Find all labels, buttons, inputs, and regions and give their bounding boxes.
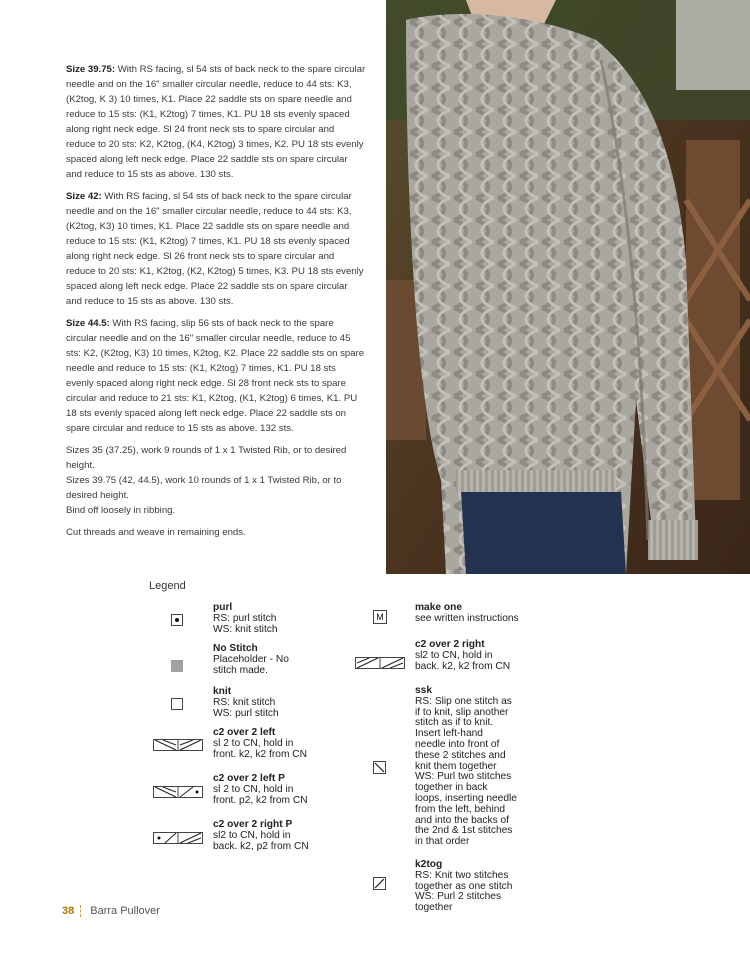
legend-purl <box>213 603 278 635</box>
instructions-column <box>66 62 366 547</box>
legend-item-desc: RS: Slip one stitch as if to knit, slip another stitch as if to knit. Insert left-hand needle into front of these 2 stitches and knit them together WS: Purl two stitches together in back loops, inserting needle from the left, behind and into the backs of the 2nd & 1st stitches in that order <box>415 695 517 848</box>
sweater-photo <box>386 0 750 574</box>
size-text: With RS facing, slip 56 sts of back neck to the spare circular needle and on the 16" smaller circular needle, reduce to 45 sts: K2, (K2tog, K3) 10 times, K2tog, K2. Place 22 saddle sts on spare needle and reduce to 15 sts: (K1, K2tog) 7 times, K1. PU 18 sts evenly spaced along right neck edge. Sl 28 front neck sts to spare circular and reduce to 21 sts: K1, K2tog, (K1, K2tog) 6 times, K1. PU 18 sts evenly spaced along left neck edge. Place 22 saddle sts on spare circular and reduce to 15 sts as above. 132 sts. <box>66 318 365 434</box>
page-footer <box>62 905 160 917</box>
left-cable-purl-icon <box>153 786 203 798</box>
size-39-75-paragraph <box>66 62 366 182</box>
legend-c2o2r <box>415 640 510 672</box>
legend-item-desc: sl 2 to CN, hold in front. p2, k2 from CN <box>213 783 308 806</box>
ssk-icon <box>373 761 386 774</box>
footer-divider <box>80 905 82 917</box>
final-paragraph: Cut threads and weave in remaining ends. <box>66 527 246 538</box>
make-one-icon: M <box>373 610 387 624</box>
size-lead: Size 44.5: <box>66 318 110 329</box>
size-lead: Size 42: <box>66 191 102 202</box>
right-cable-purl-icon <box>153 832 203 844</box>
empty-square-icon <box>171 698 183 710</box>
page-number: 38 <box>62 905 75 917</box>
legend-c2o2rp <box>213 820 309 852</box>
left-cable-icon <box>153 739 203 751</box>
rib-paragraph <box>66 443 366 518</box>
legend-item-desc: Placeholder - No stitch made. <box>213 653 289 676</box>
legend-item-desc: see written instructions <box>415 612 519 624</box>
legend-item-desc: sl2 to CN, hold in back. k2, k2 from CN <box>415 649 511 672</box>
legend-item-desc: sl2 to CN, hold in back. k2, p2 from CN <box>213 829 309 852</box>
size-42-paragraph <box>66 189 366 309</box>
right-cable-icon <box>355 657 405 669</box>
rib-line: Sizes 39.75 (42, 44.5), work 10 rounds of 1 x 1 Twisted Rib, or to desired height. <box>66 475 342 501</box>
legend-item-title: c2 over 2 left P <box>213 773 285 784</box>
legend-item-desc: RS: Knit two stitches together as one stitch WS: Purl 2 stitches together <box>415 869 513 914</box>
size-44-5-paragraph <box>66 316 366 436</box>
legend-item-title: c2 over 2 left <box>213 727 276 738</box>
legend-item-title: knit <box>213 686 232 697</box>
legend-item-title: No Stitch <box>213 643 258 654</box>
legend-item-desc: RS: knit stitch WS: purl stitch <box>213 696 279 719</box>
rib-line: Bind off loosely in ribbing. <box>66 505 176 516</box>
legend-item-title: ssk <box>415 685 432 696</box>
legend-title: Legend <box>149 580 186 592</box>
legend-ssk <box>415 686 517 848</box>
k2tog-icon <box>373 877 386 890</box>
size-lead: Size 39.75: <box>66 64 116 75</box>
legend-m1 <box>415 603 519 625</box>
legend-item-title: purl <box>213 602 233 613</box>
legend-item-desc: sl 2 to CN, hold in front. k2, k2 from CN <box>213 737 307 760</box>
size-text: With RS facing, sl 54 sts of back neck to the spare circular needle and on the 16" smaller circular needle, reduce to 44 sts: K3, (K2tog, K 3) 10 times, K1. Place 22 saddle sts on spare needle and reduce to 15 sts: (K1, K2tog) 7 times, K1. PU 18 sts evenly spaced along right neck edge. Sl 24 front neck sts to spare circular and reduce to 20 sts: K2, K2tog, (K4, K2tog) 3 times, K2. PU 18 sts evenly spaced along left neck edge. Place 22 saddle sts on spare circular and reduce to 15 sts as above. 130 sts. <box>66 64 366 180</box>
legend-item-title: c2 over 2 right P <box>213 819 293 830</box>
legend-item-title: c2 over 2 right <box>415 639 485 650</box>
legend-item-title: k2tog <box>415 859 443 870</box>
purl-dot-icon <box>171 614 183 626</box>
legend-no-stitch <box>213 644 289 676</box>
rib-line: Sizes 35 (37.25), work 9 rounds of 1 x 1 Twisted Rib, or to desired height. <box>66 445 347 471</box>
legend-knit <box>213 687 279 719</box>
legend-c2o2lp <box>213 774 308 806</box>
size-text: With RS facing, sl 54 sts of back neck to the spare circular needle and on the 16" smaller circular needle, reduce to 44 sts: K3, (K2tog, K3) 10 times, K1. Place 22 saddle sts on spare needle and reduce to 15 sts: (K1, K2tog) 7 times, K1. PU 18 sts evenly spaced along right neck edge. Sl 26 front neck sts to spare circular and reduce to 20 sts: K1, K2tog, (K2, K2tog) 5 times, K3. PU 18 sts evenly spaced along left neck edge. Place 22 saddle sts on spare circular and reduce to 15 sts as above. 130 sts. <box>66 191 364 307</box>
legend-k2tog <box>415 860 512 914</box>
legend-item-desc: RS: purl stitch WS: knit stitch <box>213 612 278 635</box>
legend-c2o2l <box>213 728 307 760</box>
gray-square-icon <box>171 660 183 672</box>
footer-title: Barra Pullover <box>90 905 160 917</box>
legend-item-title: make one <box>415 602 462 613</box>
